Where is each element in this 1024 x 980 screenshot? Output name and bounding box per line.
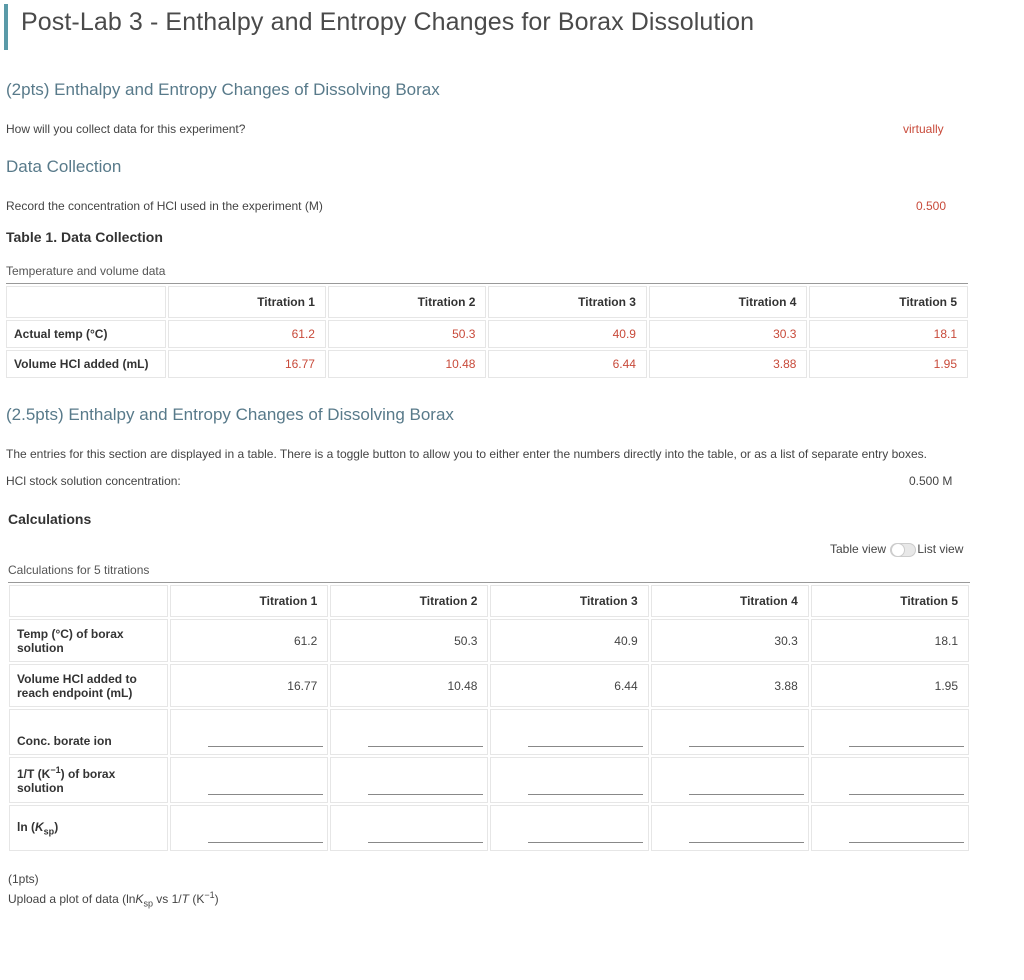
row-label: $\ln (K_{sp})$: [9, 805, 168, 851]
table-row: [9, 805, 969, 851]
table1-caption: Temperature and volume data: [6, 264, 166, 278]
conc-entry[interactable]: [811, 709, 969, 755]
row-label-line: solution: [17, 781, 64, 795]
temp-value[interactable]: 30.3: [649, 320, 807, 348]
inverse-temp-entry[interactable]: [651, 757, 809, 803]
entry-line: [689, 746, 804, 747]
table-view-label: Table view: [830, 542, 887, 556]
temp-value: 18.1: [811, 619, 969, 662]
table1-heading: Table 1. Data Collection: [6, 229, 163, 245]
table2-col-header: Titration 5: [811, 585, 969, 617]
temp-value[interactable]: 18.1: [809, 320, 968, 348]
collect-data-question: How will you collect data for this experiment?: [6, 122, 246, 136]
row-label-line: reach endpoint (mL): [17, 685, 133, 700]
ln-ksp-entry[interactable]: [651, 805, 809, 851]
table-row: [9, 757, 969, 803]
conc-entry[interactable]: [651, 709, 809, 755]
table-row: [9, 664, 969, 707]
volume-value[interactable]: 1.95: [809, 350, 968, 378]
entry-line: [208, 794, 323, 795]
view-toggle-group: [830, 542, 963, 557]
row-label-line: Volume HCl added to: [17, 671, 137, 686]
table2-caption: Calculations for 5 titrations: [8, 563, 150, 577]
entry-line: [849, 746, 964, 747]
entry-line: [208, 746, 323, 747]
table-row: [9, 619, 969, 662]
ln-ksp-entry[interactable]: [490, 805, 648, 851]
row-label: [9, 664, 168, 707]
table1-col-header: Titration 3: [488, 286, 646, 318]
inverse-temp-entry[interactable]: [811, 757, 969, 803]
inverse-temp-entry[interactable]: [490, 757, 648, 803]
stock-label: HCl stock solution concentration:: [6, 474, 181, 488]
entry-line: [528, 842, 643, 843]
table2-col-header: Titration 4: [651, 585, 809, 617]
row-label: [9, 619, 168, 662]
volume-value[interactable]: 6.44: [488, 350, 646, 378]
table1-col-header: Titration 5: [809, 286, 968, 318]
volume-value: 3.88: [651, 664, 809, 707]
table1-col-header: Titration 2: [328, 286, 486, 318]
entry-line: [689, 842, 804, 843]
upload-plot-label: Upload a plot of data (lnK$_{sp}$ vs 1/T $(K^{-1})$: [8, 890, 219, 909]
row-label: Actual temp (°C): [6, 320, 166, 348]
entry-line: [368, 842, 483, 843]
ln-ksp-entry[interactable]: [811, 805, 969, 851]
section3-points: (1pts): [8, 872, 39, 886]
entry-line: [528, 746, 643, 747]
upload-plot-prefix: Upload a plot of data (ln: [8, 892, 136, 906]
data-collection-title: Data Collection: [6, 157, 122, 176]
entry-line: [368, 794, 483, 795]
conc-entry[interactable]: [330, 709, 488, 755]
stock-value: 0.500 M: [909, 474, 953, 488]
temp-value: 40.9: [490, 619, 648, 662]
table1: [4, 284, 970, 380]
temp-value[interactable]: 61.2: [168, 320, 326, 348]
volume-value: 1.95: [811, 664, 969, 707]
table2-col-header: Titration 2: [330, 585, 488, 617]
inverse-temp-entry[interactable]: [330, 757, 488, 803]
volume-value[interactable]: 3.88: [649, 350, 807, 378]
temp-value: 30.3: [651, 619, 809, 662]
table-row: [9, 709, 969, 755]
table2-corner: [9, 585, 168, 617]
table2-col-header: Titration 3: [490, 585, 648, 617]
table2-col-header: Titration 1: [170, 585, 328, 617]
table-row: [6, 320, 968, 348]
volume-value[interactable]: 16.77: [168, 350, 326, 378]
list-view-label: List view: [917, 542, 964, 556]
table1-col-header: Titration 4: [649, 286, 807, 318]
row-label-line: Temp (°C) of borax: [17, 626, 124, 641]
entry-line: [849, 794, 964, 795]
hcl-concentration-answer[interactable]: 0.500: [916, 199, 947, 213]
collect-data-answer[interactable]: virtually: [903, 122, 944, 136]
temp-value: 61.2: [170, 619, 328, 662]
volume-value[interactable]: 10.48: [328, 350, 486, 378]
temp-value[interactable]: 40.9: [488, 320, 646, 348]
volume-value: 10.48: [330, 664, 488, 707]
section1-title: (2pts) Enthalpy and Entropy Changes of Dissolving Borax: [6, 80, 440, 99]
section2-description: The entries for this section are displayed in a table. There is a toggle button to allow you to either enter the numbers directly into the table, or as a list of separate entry boxes.: [6, 447, 927, 461]
entry-line: [849, 842, 964, 843]
section2-title: (2.5pts) Enthalpy and Entropy Changes of Dissolving Borax: [6, 405, 454, 424]
table1-col-header: Titration 1: [168, 286, 326, 318]
page-title: Post-Lab 3 - Enthalpy and Entropy Changes for Borax Dissolution: [21, 8, 755, 36]
ln-ksp-entry[interactable]: [330, 805, 488, 851]
entry-line: [208, 842, 323, 843]
temp-value: 50.3: [330, 619, 488, 662]
row-label-line: solution: [17, 640, 64, 655]
temp-value[interactable]: 50.3: [328, 320, 486, 348]
entry-line: [528, 794, 643, 795]
volume-value: 6.44: [490, 664, 648, 707]
entry-line: [689, 794, 804, 795]
conc-entry[interactable]: [170, 709, 328, 755]
ln-ksp-entry[interactable]: [170, 805, 328, 851]
title-accent-bar: [4, 4, 8, 50]
calculations-table: [7, 583, 971, 853]
entry-line: [368, 746, 483, 747]
conc-entry[interactable]: [490, 709, 648, 755]
row-label: Conc. borate ion: [9, 709, 168, 755]
table1-corner: [6, 286, 166, 318]
hcl-concentration-question: Record the concentration of HCl used in the experiment (M): [6, 199, 323, 213]
inverse-temp-entry[interactable]: [170, 757, 328, 803]
volume-value: 16.77: [170, 664, 328, 707]
table-row: [6, 350, 968, 378]
calculations-heading: Calculations: [8, 511, 92, 527]
row-label: Volume HCl added (mL): [6, 350, 166, 378]
toggle-knob: [891, 543, 905, 557]
view-toggle[interactable]: [890, 543, 916, 557]
row-label: 1/T $(K^{-1})$ of borax solution: [9, 757, 168, 803]
